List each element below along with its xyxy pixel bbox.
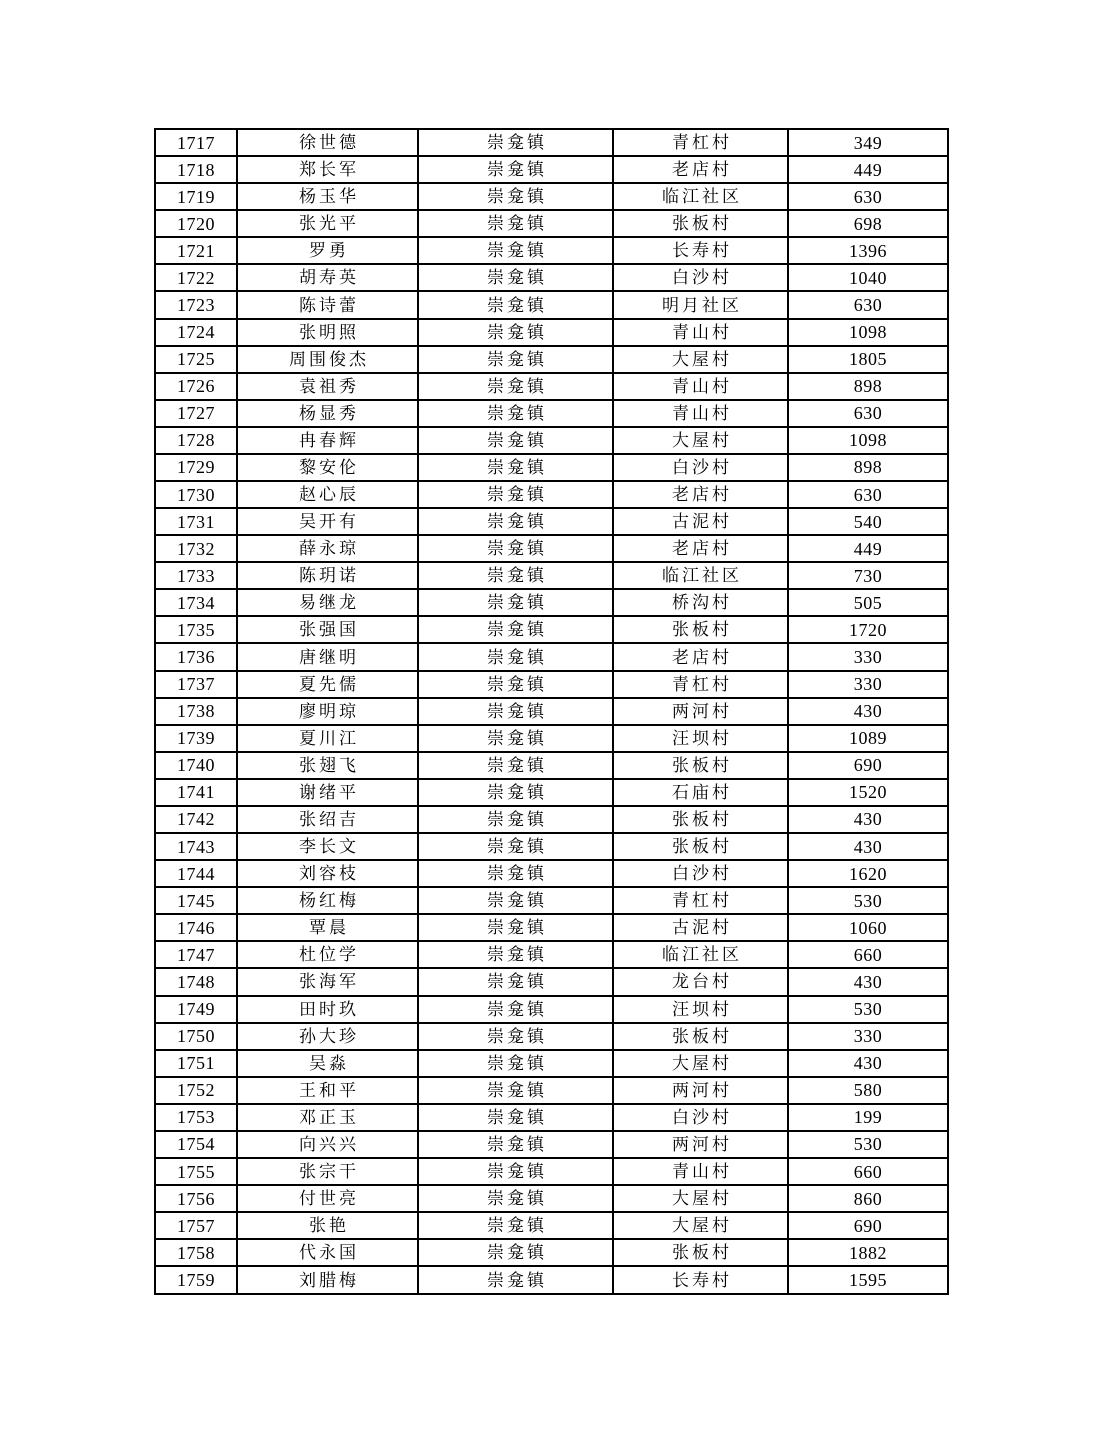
cell-amount: 330 <box>788 671 948 698</box>
cell-village-name: 大屋村 <box>613 427 788 454</box>
cell-village-name: 张板村 <box>613 833 788 860</box>
cell-town-name: 崇龛镇 <box>418 427 613 454</box>
cell-serial-number: 1732 <box>155 535 237 562</box>
cell-amount: 540 <box>788 508 948 535</box>
table-row <box>155 1077 948 1104</box>
cell-village-name: 石庙村 <box>613 779 788 806</box>
cell-amount: 898 <box>788 373 948 400</box>
cell-town-name: 崇龛镇 <box>418 1212 613 1239</box>
cell-town-name: 崇龛镇 <box>418 535 613 562</box>
cell-person-name: 刘容枝 <box>237 860 418 887</box>
cell-town-name: 崇龛镇 <box>418 264 613 291</box>
cell-serial-number: 1750 <box>155 1023 237 1050</box>
cell-village-name: 张板村 <box>613 752 788 779</box>
cell-amount: 430 <box>788 698 948 725</box>
cell-person-name: 罗勇 <box>237 237 418 264</box>
cell-amount: 1098 <box>788 427 948 454</box>
cell-serial-number: 1725 <box>155 346 237 373</box>
records-table-body <box>155 129 948 1294</box>
cell-person-name: 杨显秀 <box>237 400 418 427</box>
cell-village-name: 张板村 <box>613 616 788 643</box>
cell-person-name: 杨红梅 <box>237 887 418 914</box>
cell-town-name: 崇龛镇 <box>418 725 613 752</box>
cell-person-name: 张明照 <box>237 319 418 346</box>
cell-person-name: 周围俊杰 <box>237 346 418 373</box>
cell-serial-number: 1737 <box>155 671 237 698</box>
cell-amount: 199 <box>788 1104 948 1131</box>
cell-town-name: 崇龛镇 <box>418 1158 613 1185</box>
cell-amount: 630 <box>788 183 948 210</box>
cell-amount: 1040 <box>788 264 948 291</box>
table-row <box>155 589 948 616</box>
cell-town-name: 崇龛镇 <box>418 968 613 995</box>
table-row <box>155 319 948 346</box>
cell-amount: 860 <box>788 1185 948 1212</box>
cell-town-name: 崇龛镇 <box>418 508 613 535</box>
cell-village-name: 临江社区 <box>613 562 788 589</box>
cell-village-name: 大屋村 <box>613 1050 788 1077</box>
cell-person-name: 张艳 <box>237 1212 418 1239</box>
table-row <box>155 1131 948 1158</box>
cell-serial-number: 1729 <box>155 454 237 481</box>
cell-person-name: 胡寿英 <box>237 264 418 291</box>
cell-amount: 1720 <box>788 616 948 643</box>
cell-serial-number: 1752 <box>155 1077 237 1104</box>
cell-village-name: 青杠村 <box>613 887 788 914</box>
cell-serial-number: 1736 <box>155 643 237 670</box>
cell-amount: 580 <box>788 1077 948 1104</box>
cell-serial-number: 1755 <box>155 1158 237 1185</box>
cell-person-name: 杜位学 <box>237 941 418 968</box>
cell-village-name: 明月社区 <box>613 291 788 318</box>
cell-person-name: 田时玖 <box>237 996 418 1023</box>
table-row <box>155 752 948 779</box>
cell-serial-number: 1757 <box>155 1212 237 1239</box>
cell-village-name: 白沙村 <box>613 264 788 291</box>
cell-amount: 660 <box>788 941 948 968</box>
cell-amount: 1882 <box>788 1239 948 1266</box>
table-row <box>155 183 948 210</box>
cell-serial-number: 1726 <box>155 373 237 400</box>
cell-serial-number: 1719 <box>155 183 237 210</box>
cell-person-name: 赵心辰 <box>237 481 418 508</box>
cell-person-name: 李长文 <box>237 833 418 860</box>
cell-person-name: 谢绪平 <box>237 779 418 806</box>
cell-village-name: 临江社区 <box>613 941 788 968</box>
table-row <box>155 454 948 481</box>
table-row <box>155 833 948 860</box>
cell-person-name: 黎安伦 <box>237 454 418 481</box>
cell-town-name: 崇龛镇 <box>418 643 613 670</box>
cell-serial-number: 1730 <box>155 481 237 508</box>
cell-town-name: 崇龛镇 <box>418 698 613 725</box>
cell-amount: 430 <box>788 1050 948 1077</box>
cell-person-name: 杨玉华 <box>237 183 418 210</box>
table-row <box>155 481 948 508</box>
cell-person-name: 张海军 <box>237 968 418 995</box>
cell-person-name: 陈诗蕾 <box>237 291 418 318</box>
cell-town-name: 崇龛镇 <box>418 1266 613 1294</box>
cell-person-name: 孙大珍 <box>237 1023 418 1050</box>
cell-town-name: 崇龛镇 <box>418 373 613 400</box>
cell-serial-number: 1756 <box>155 1185 237 1212</box>
cell-serial-number: 1744 <box>155 860 237 887</box>
cell-village-name: 临江社区 <box>613 183 788 210</box>
cell-serial-number: 1718 <box>155 156 237 183</box>
cell-village-name: 古泥村 <box>613 914 788 941</box>
cell-town-name: 崇龛镇 <box>418 1050 613 1077</box>
table-row <box>155 291 948 318</box>
table-row <box>155 1023 948 1050</box>
cell-person-name: 刘腊梅 <box>237 1266 418 1294</box>
cell-amount: 730 <box>788 562 948 589</box>
cell-person-name: 郑长军 <box>237 156 418 183</box>
cell-serial-number: 1727 <box>155 400 237 427</box>
cell-village-name: 青山村 <box>613 1158 788 1185</box>
cell-village-name: 张板村 <box>613 1239 788 1266</box>
cell-amount: 505 <box>788 589 948 616</box>
cell-serial-number: 1741 <box>155 779 237 806</box>
cell-serial-number: 1720 <box>155 210 237 237</box>
cell-serial-number: 1751 <box>155 1050 237 1077</box>
table-row <box>155 671 948 698</box>
cell-person-name: 张翅飞 <box>237 752 418 779</box>
table-row <box>155 1266 948 1294</box>
table-row <box>155 806 948 833</box>
cell-amount: 690 <box>788 752 948 779</box>
cell-serial-number: 1753 <box>155 1104 237 1131</box>
cell-person-name: 王和平 <box>237 1077 418 1104</box>
cell-town-name: 崇龛镇 <box>418 1023 613 1050</box>
cell-village-name: 白沙村 <box>613 1104 788 1131</box>
cell-serial-number: 1747 <box>155 941 237 968</box>
cell-person-name: 薛永琼 <box>237 535 418 562</box>
table-row <box>155 129 948 156</box>
cell-town-name: 崇龛镇 <box>418 671 613 698</box>
cell-village-name: 青山村 <box>613 319 788 346</box>
cell-serial-number: 1742 <box>155 806 237 833</box>
cell-serial-number: 1758 <box>155 1239 237 1266</box>
cell-serial-number: 1717 <box>155 129 237 156</box>
cell-person-name: 夏先儒 <box>237 671 418 698</box>
cell-village-name: 古泥村 <box>613 508 788 535</box>
table-row <box>155 400 948 427</box>
cell-amount: 330 <box>788 1023 948 1050</box>
cell-person-name: 陈玥诺 <box>237 562 418 589</box>
cell-town-name: 崇龛镇 <box>418 914 613 941</box>
cell-amount: 698 <box>788 210 948 237</box>
cell-amount: 530 <box>788 887 948 914</box>
cell-village-name: 老店村 <box>613 156 788 183</box>
table-row <box>155 914 948 941</box>
cell-amount: 690 <box>788 1212 948 1239</box>
table-row <box>155 725 948 752</box>
cell-person-name: 向兴兴 <box>237 1131 418 1158</box>
cell-village-name: 汪坝村 <box>613 725 788 752</box>
cell-amount: 898 <box>788 454 948 481</box>
cell-serial-number: 1731 <box>155 508 237 535</box>
cell-person-name: 邓正玉 <box>237 1104 418 1131</box>
table-row <box>155 1104 948 1131</box>
cell-person-name: 张强国 <box>237 616 418 643</box>
cell-town-name: 崇龛镇 <box>418 589 613 616</box>
table-row <box>155 264 948 291</box>
cell-amount: 530 <box>788 996 948 1023</box>
cell-town-name: 崇龛镇 <box>418 129 613 156</box>
cell-amount: 430 <box>788 806 948 833</box>
cell-village-name: 长寿村 <box>613 237 788 264</box>
cell-town-name: 崇龛镇 <box>418 806 613 833</box>
cell-town-name: 崇龛镇 <box>418 183 613 210</box>
cell-person-name: 夏川江 <box>237 725 418 752</box>
table-row <box>155 1050 948 1077</box>
table-row <box>155 1239 948 1266</box>
cell-amount: 330 <box>788 643 948 670</box>
table-row <box>155 346 948 373</box>
table-row <box>155 779 948 806</box>
cell-serial-number: 1735 <box>155 616 237 643</box>
cell-village-name: 龙台村 <box>613 968 788 995</box>
cell-village-name: 青杠村 <box>613 671 788 698</box>
cell-amount: 430 <box>788 833 948 860</box>
table-row <box>155 373 948 400</box>
cell-town-name: 崇龛镇 <box>418 319 613 346</box>
cell-amount: 630 <box>788 481 948 508</box>
cell-town-name: 崇龛镇 <box>418 210 613 237</box>
cell-amount: 630 <box>788 291 948 318</box>
cell-person-name: 代永国 <box>237 1239 418 1266</box>
cell-amount: 449 <box>788 156 948 183</box>
table-row <box>155 1185 948 1212</box>
cell-town-name: 崇龛镇 <box>418 833 613 860</box>
table-row <box>155 968 948 995</box>
cell-village-name: 老店村 <box>613 643 788 670</box>
cell-person-name: 廖明琼 <box>237 698 418 725</box>
cell-serial-number: 1746 <box>155 914 237 941</box>
cell-town-name: 崇龛镇 <box>418 1131 613 1158</box>
cell-amount: 1620 <box>788 860 948 887</box>
cell-serial-number: 1734 <box>155 589 237 616</box>
cell-serial-number: 1721 <box>155 237 237 264</box>
cell-town-name: 崇龛镇 <box>418 752 613 779</box>
cell-amount: 530 <box>788 1131 948 1158</box>
cell-person-name: 易继龙 <box>237 589 418 616</box>
records-table <box>154 128 949 1295</box>
table-row <box>155 1212 948 1239</box>
cell-amount: 449 <box>788 535 948 562</box>
cell-serial-number: 1733 <box>155 562 237 589</box>
cell-serial-number: 1740 <box>155 752 237 779</box>
cell-village-name: 张板村 <box>613 806 788 833</box>
cell-town-name: 崇龛镇 <box>418 237 613 264</box>
table-row <box>155 860 948 887</box>
cell-town-name: 崇龛镇 <box>418 1185 613 1212</box>
cell-village-name: 老店村 <box>613 535 788 562</box>
cell-serial-number: 1738 <box>155 698 237 725</box>
cell-serial-number: 1722 <box>155 264 237 291</box>
cell-town-name: 崇龛镇 <box>418 860 613 887</box>
cell-person-name: 覃晨 <box>237 914 418 941</box>
cell-town-name: 崇龛镇 <box>418 454 613 481</box>
cell-person-name: 张绍吉 <box>237 806 418 833</box>
cell-serial-number: 1749 <box>155 996 237 1023</box>
cell-village-name: 两河村 <box>613 698 788 725</box>
cell-town-name: 崇龛镇 <box>418 779 613 806</box>
cell-serial-number: 1723 <box>155 291 237 318</box>
cell-person-name: 袁祖秀 <box>237 373 418 400</box>
cell-person-name: 冉春辉 <box>237 427 418 454</box>
cell-serial-number: 1739 <box>155 725 237 752</box>
cell-town-name: 崇龛镇 <box>418 156 613 183</box>
cell-amount: 1595 <box>788 1266 948 1294</box>
cell-village-name: 汪坝村 <box>613 996 788 1023</box>
cell-person-name: 徐世德 <box>237 129 418 156</box>
cell-person-name: 付世亮 <box>237 1185 418 1212</box>
cell-town-name: 崇龛镇 <box>418 887 613 914</box>
cell-village-name: 两河村 <box>613 1131 788 1158</box>
cell-person-name: 张宗干 <box>237 1158 418 1185</box>
cell-amount: 1396 <box>788 237 948 264</box>
cell-serial-number: 1748 <box>155 968 237 995</box>
cell-amount: 1520 <box>788 779 948 806</box>
cell-person-name: 唐继明 <box>237 643 418 670</box>
cell-amount: 430 <box>788 968 948 995</box>
cell-town-name: 崇龛镇 <box>418 346 613 373</box>
table-row <box>155 237 948 264</box>
cell-village-name: 张板村 <box>613 210 788 237</box>
table-row <box>155 562 948 589</box>
cell-serial-number: 1743 <box>155 833 237 860</box>
cell-village-name: 大屋村 <box>613 1212 788 1239</box>
table-row <box>155 1158 948 1185</box>
cell-village-name: 两河村 <box>613 1077 788 1104</box>
table-row <box>155 535 948 562</box>
cell-town-name: 崇龛镇 <box>418 996 613 1023</box>
table-row <box>155 887 948 914</box>
cell-serial-number: 1724 <box>155 319 237 346</box>
cell-amount: 1098 <box>788 319 948 346</box>
table-row <box>155 698 948 725</box>
cell-amount: 1805 <box>788 346 948 373</box>
cell-person-name: 张光平 <box>237 210 418 237</box>
cell-town-name: 崇龛镇 <box>418 941 613 968</box>
cell-town-name: 崇龛镇 <box>418 562 613 589</box>
cell-village-name: 长寿村 <box>613 1266 788 1294</box>
table-row <box>155 996 948 1023</box>
cell-village-name: 白沙村 <box>613 860 788 887</box>
cell-town-name: 崇龛镇 <box>418 481 613 508</box>
cell-town-name: 崇龛镇 <box>418 291 613 318</box>
cell-serial-number: 1745 <box>155 887 237 914</box>
cell-amount: 660 <box>788 1158 948 1185</box>
cell-village-name: 青山村 <box>613 373 788 400</box>
table-row <box>155 210 948 237</box>
cell-amount: 1089 <box>788 725 948 752</box>
table-row <box>155 508 948 535</box>
cell-person-name: 吴开有 <box>237 508 418 535</box>
table-row <box>155 941 948 968</box>
cell-village-name: 青杠村 <box>613 129 788 156</box>
table-row <box>155 156 948 183</box>
table-row <box>155 427 948 454</box>
cell-village-name: 张板村 <box>613 1023 788 1050</box>
cell-village-name: 白沙村 <box>613 454 788 481</box>
cell-serial-number: 1759 <box>155 1266 237 1294</box>
cell-town-name: 崇龛镇 <box>418 616 613 643</box>
cell-town-name: 崇龛镇 <box>418 1077 613 1104</box>
cell-village-name: 大屋村 <box>613 1185 788 1212</box>
cell-village-name: 桥沟村 <box>613 589 788 616</box>
cell-town-name: 崇龛镇 <box>418 1239 613 1266</box>
table-row <box>155 643 948 670</box>
table-row <box>155 616 948 643</box>
cell-village-name: 老店村 <box>613 481 788 508</box>
cell-amount: 1060 <box>788 914 948 941</box>
cell-serial-number: 1754 <box>155 1131 237 1158</box>
cell-amount: 349 <box>788 129 948 156</box>
cell-village-name: 大屋村 <box>613 346 788 373</box>
cell-person-name: 吴淼 <box>237 1050 418 1077</box>
cell-amount: 630 <box>788 400 948 427</box>
cell-village-name: 青山村 <box>613 400 788 427</box>
cell-serial-number: 1728 <box>155 427 237 454</box>
cell-town-name: 崇龛镇 <box>418 1104 613 1131</box>
cell-town-name: 崇龛镇 <box>418 400 613 427</box>
